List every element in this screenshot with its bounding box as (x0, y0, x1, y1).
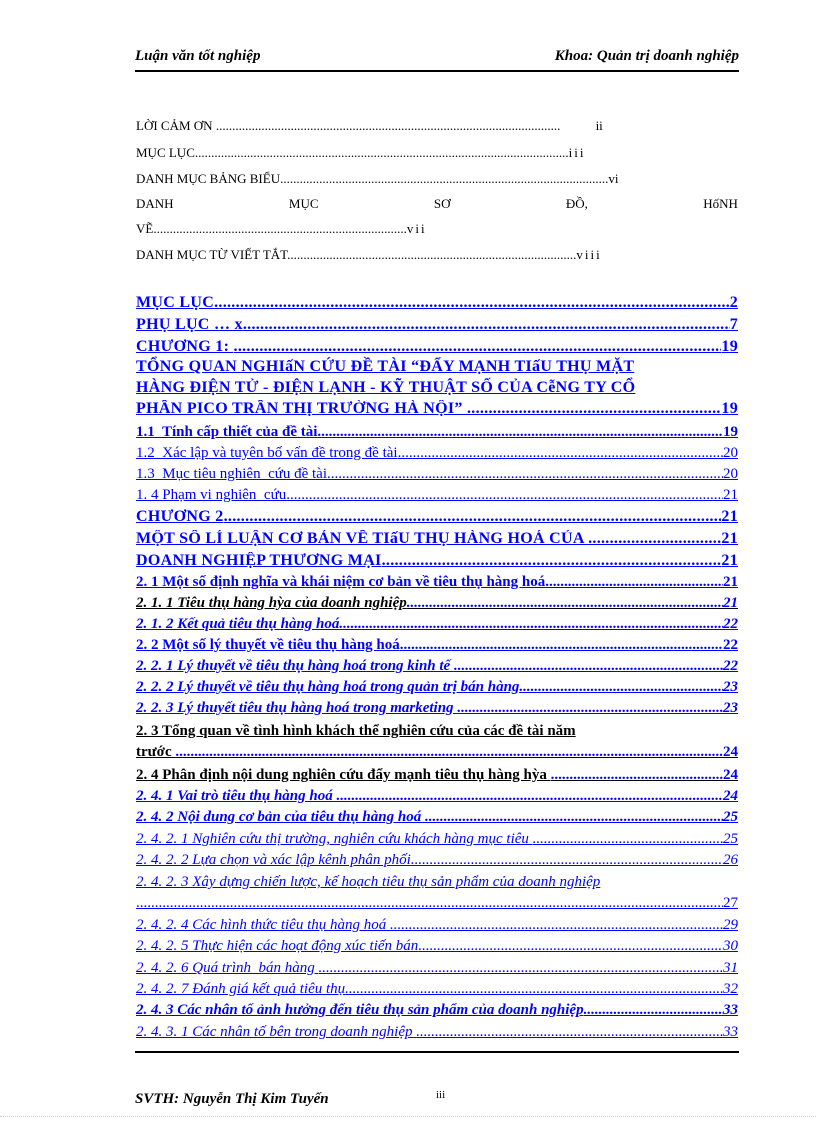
page-header (135, 48, 739, 70)
toc-entry[interactable]: 2. 4. 2. 5 Thực hiện các hoạt động xúc tiến bán ..... 30 (136, 938, 738, 955)
toc-entry[interactable]: MỘT SỐ LÍ LUẬN CƠ BẢN VỀ TIấU THỤ HÀNG HOÁ CỦA ..... 21 (136, 530, 738, 548)
toc-entry[interactable]: 2. 2 Một số lý thuyết về tiêu thụ hàng hoá ..... 22 (136, 637, 738, 654)
toc-entry[interactable]: 1.2 Xác lập và tuyên bố vấn đề trong đề tài ..... 20 (136, 445, 738, 462)
front-acknowledgement: LỜI CẢM ƠN .......................................................................................................... ii (136, 118, 603, 133)
toc-entry[interactable]: 2. 4. 1 Vai trò tiêu thụ hàng hoá ..... 24 (136, 788, 738, 805)
header-thesis-label: Luận văn tốt nghiệp (135, 48, 261, 64)
front-diagrams-line2: VẼ..............................................................................vii (136, 221, 427, 236)
toc-entry-title-line1[interactable]: TỔNG QUAN NGHIấN CỨU ĐỀ TÀI “ĐẨY MẠNH TIấU THỤ MẶT (136, 358, 635, 375)
toc-entry[interactable]: PHỤ LỤC … x ..... 7 (136, 316, 738, 334)
toc-entry[interactable]: 2. 1. 1 Tiêu thụ hàng hỳa của doanh nghiệp ..... 21 (136, 595, 738, 612)
toc-entry-title-line3[interactable]: PHẦN PICO TRẦN THỊ TRƯỜNG HÀ NỘI” ..... 19 (136, 400, 738, 418)
front-tables: DANH MỤC BẢNG BIỂU.....................................................................................................vi (136, 171, 619, 186)
toc-entry[interactable]: 2. 2. 1 Lý thuyết về tiêu thụ hàng hoá trong kinh tế ..... 22 (136, 658, 738, 675)
toc-entry-line2[interactable]: trước ..... 24 (136, 744, 738, 761)
page-bottom-edge (0, 1116, 816, 1117)
toc-entry-line1[interactable]: 2. 4. 2. 3 Xây dựng chiến lược, kế hoạch tiêu thụ sản phẩm của doanh nghiệp (136, 874, 601, 890)
toc-entry[interactable]: CHƯƠNG 2 ..... 21 (136, 508, 738, 526)
toc-entry[interactable]: DOANH NGHIỆP THƯƠNG MẠI ..... 21 (136, 552, 738, 570)
front-abbreviations: DANH MỤC TỪ VIẾT TẮT.........................................................................................viii (136, 247, 602, 262)
toc-entry[interactable]: 2. 4 Phân định nội dung nghiên cứu đẩy mạnh tiêu thụ hàng hỳa ..... 24 (136, 767, 738, 784)
toc-entry[interactable]: 1. 4 Phạm vi nghiên cứu ..... 21 (136, 487, 738, 504)
toc-entry[interactable]: MỤC LỤC ..... 2 (136, 294, 738, 312)
toc-entry[interactable]: 2. 4. 2. 1 Nghiên cứu thị trường, nghiên cứu khách hàng mục tiêu ..... 25 (136, 831, 738, 848)
toc-entry-title-line2[interactable]: HÀNG ĐIỆN TỬ - ĐIỆN LẠNH - KỸ THUẬT SỐ CỦA CễNG TY CỔ (136, 379, 636, 396)
toc-entry[interactable]: 1.1 Tính cấp thiết của đề tài ..... 19 (136, 424, 738, 441)
footer-rule (135, 1051, 739, 1053)
toc-entry-line2[interactable]: ..... 27 (136, 895, 738, 912)
toc-entry[interactable]: 1.3 Mục tiêu nghiên cứu đề tài ..... 20 (136, 466, 738, 483)
toc-entry-line1[interactable]: 2. 3 Tổng quan về tình hình khách thể nghiên cứu của các đề tài năm (136, 723, 576, 739)
front-contents: MỤC LỤC...................................................................................................................iii (136, 145, 586, 160)
header-faculty-label: Khoa: Quản trị doanh nghiệp (554, 48, 739, 64)
toc-entry[interactable]: 2. 4. 3 Các nhân tố ảnh hưởng đến tiêu thụ sản phẩm của doanh nghiệp ..... 33 (136, 1002, 738, 1019)
toc-entry[interactable]: 2. 4. 2. 2 Lựa chọn và xác lập kênh phân phối ..... 26 (136, 852, 738, 869)
footer-student-name: SVTH: Nguyễn Thị Kim Tuyến (135, 1091, 329, 1107)
toc-entry[interactable]: 2. 4. 2. 4 Các hình thức tiêu thụ hàng hoá ..... 29 (136, 917, 738, 934)
toc-entry[interactable]: 2. 4. 3. 1 Các nhân tố bên trong doanh nghiệp ..... 33 (136, 1024, 738, 1041)
toc-entry[interactable]: 2. 4. 2 Nội dung cơ bản của tiêu thụ hàng hoá ..... 25 (136, 809, 738, 826)
toc-entry[interactable]: 2. 1. 2 Kết quả tiêu thụ hàng hoá ..... 22 (136, 616, 738, 633)
front-diagrams-line1: DANH MỤC SƠ ĐỒ, HốNH (136, 196, 738, 211)
toc-entry[interactable]: 2. 2. 3 Lý thuyết tiêu thụ hàng hoá trong marketing ..... 23 (136, 700, 738, 717)
toc-entry[interactable]: 2. 1 Một số định nghĩa và khái niệm cơ bản về tiêu thụ hàng hoá ..... 21 (136, 574, 738, 591)
toc-entry[interactable]: 2. 4. 2. 6 Quá trình bán hàng ..... 31 (136, 960, 738, 977)
header-rule (135, 70, 739, 72)
toc-entry[interactable]: 2. 2. 2 Lý thuyết về tiêu thụ hàng hoá trong quản trị bán hàng ..... 23 (136, 679, 738, 696)
page-number: iii (436, 1089, 446, 1101)
toc-entry[interactable]: CHƯƠNG 1: ..... 19 (136, 338, 738, 356)
toc-entry[interactable]: 2. 4. 2. 7 Đánh giá kết quả tiêu thụ ..... 32 (136, 981, 738, 998)
